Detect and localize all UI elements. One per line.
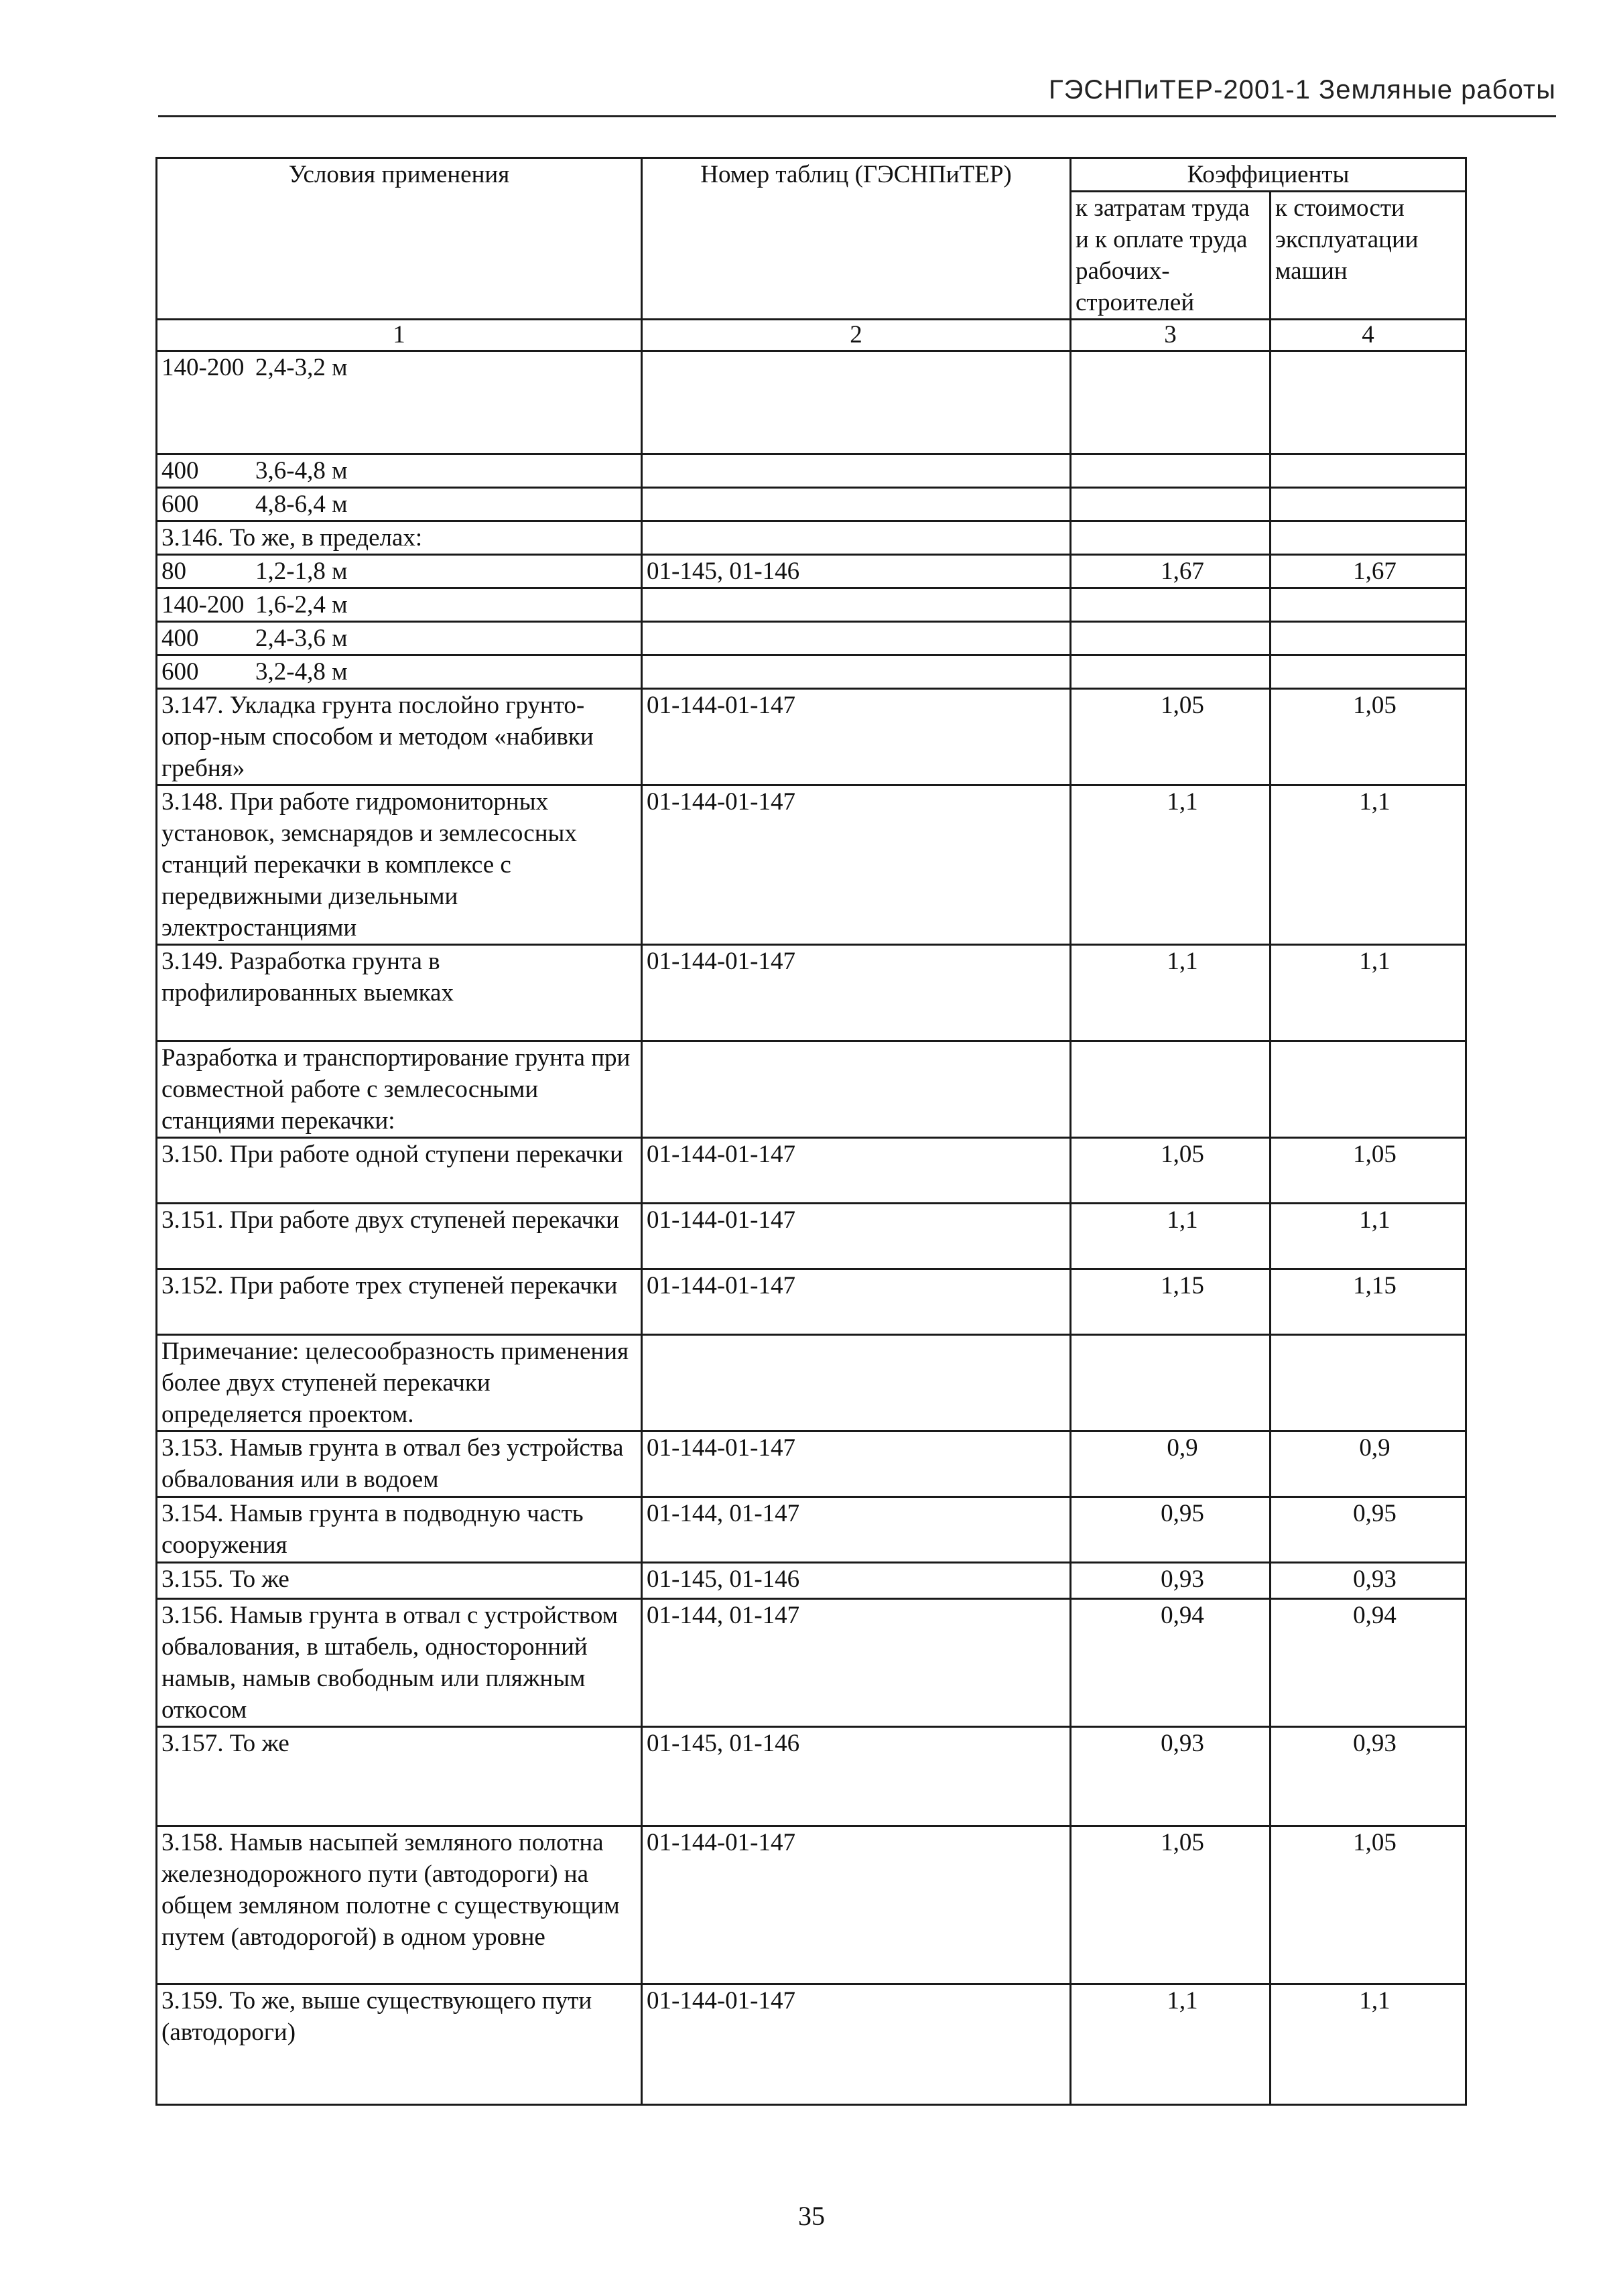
- table-numbers-cell: [642, 655, 1071, 689]
- header-machine-coefficient: к стоимости эксплуатации машин: [1271, 192, 1466, 320]
- header-labor-coefficient: к затратам труда и к оплате труда рабочих-строителей: [1071, 192, 1271, 320]
- condition-cell: [157, 351, 642, 454]
- table-numbers-cell: [642, 1041, 1071, 1138]
- labor-coefficient-cell: [1071, 588, 1271, 622]
- table-row: [157, 785, 1466, 945]
- machine-coefficient-value: 0,9: [1359, 1434, 1390, 1462]
- condition-cell: [157, 555, 642, 588]
- labor-coefficient-value: 1,05: [1161, 1141, 1204, 1168]
- table-numbers-cell: 01-144-01-147: [642, 945, 1071, 1041]
- labor-coefficient-cell: [1071, 1497, 1271, 1563]
- coefficients-table: [155, 157, 1467, 2106]
- machine-coefficient-cell: [1271, 1041, 1466, 1138]
- table-numbers-cell: [642, 351, 1071, 454]
- condition-range: 1,2-1,8 м: [255, 558, 348, 585]
- labor-coefficient-value: 1,1: [1167, 1987, 1198, 2015]
- table-numbers-cell: 01-144-01-147: [642, 785, 1071, 945]
- table-row: [157, 1826, 1466, 1984]
- machine-coefficient-cell: [1271, 785, 1466, 945]
- labor-coefficient-value: 1,05: [1161, 1829, 1204, 1856]
- column-number: 1: [157, 320, 642, 351]
- condition-code: 400: [161, 625, 199, 652]
- labor-coefficient-value: 0,93: [1161, 1566, 1204, 1593]
- labor-coefficient-cell: [1071, 1138, 1271, 1204]
- machine-coefficient-cell: [1271, 555, 1466, 588]
- machine-coefficient-cell: [1271, 1335, 1466, 1431]
- table-body: [157, 351, 1466, 2105]
- labor-coefficient-cell: [1071, 1563, 1271, 1599]
- table-numbers-cell: 01-144-01-147: [642, 689, 1071, 785]
- labor-coefficient-cell: [1071, 454, 1271, 488]
- table-row: [157, 521, 1466, 555]
- table-numbers-cell: 01-144-01-147: [642, 1826, 1071, 1984]
- machine-coefficient-value: 1,1: [1359, 788, 1390, 816]
- labor-coefficient-cell: [1071, 1335, 1271, 1431]
- machine-coefficient-value: 1,05: [1353, 1829, 1397, 1856]
- table-numbers-cell: [642, 454, 1071, 488]
- condition-cell: [157, 622, 642, 655]
- condition-cell: [157, 454, 642, 488]
- condition-cell: 3.152. При работе трех ступеней перекачки: [157, 1269, 642, 1335]
- condition-cell: 3.151. При работе двух ступеней перекачки: [157, 1204, 642, 1269]
- table-row: [157, 555, 1466, 588]
- labor-coefficient-value: 0,9: [1167, 1434, 1198, 1462]
- table-numbers-cell: [642, 1335, 1071, 1431]
- labor-coefficient-cell: [1071, 1204, 1271, 1269]
- condition-cell: Примечание: целесообразность применения более двух ступеней перекачки определяется проектом.: [157, 1335, 642, 1431]
- condition-code: 600: [161, 658, 199, 686]
- condition-cell: 3.159. То же, выше существующего пути (автодороги): [157, 1984, 642, 2105]
- column-number: 2: [642, 320, 1071, 351]
- condition-cell: 3.150. При работе одной ступени перекачки: [157, 1138, 642, 1204]
- machine-coefficient-value: 1,1: [1359, 1206, 1390, 1234]
- machine-coefficient-cell: [1271, 1204, 1466, 1269]
- table-row: [157, 655, 1466, 689]
- page-number: 35: [798, 2201, 825, 2231]
- table-row: [157, 488, 1466, 521]
- machine-coefficient-cell: [1271, 1826, 1466, 1984]
- table-row: [157, 454, 1466, 488]
- machine-coefficient-cell: [1271, 1984, 1466, 2105]
- table-numbers-cell: 01-144-01-147: [642, 1269, 1071, 1335]
- machine-coefficient-cell: [1271, 622, 1466, 655]
- condition-code: 400: [161, 457, 199, 485]
- header-rule: [158, 115, 1556, 117]
- machine-coefficient-cell: [1271, 454, 1466, 488]
- condition-cell: 3.157. То же: [157, 1727, 642, 1826]
- table-numbers-cell: 01-144-01-147: [642, 1138, 1071, 1204]
- labor-coefficient-cell: [1071, 555, 1271, 588]
- table-numbers-cell: [642, 521, 1071, 555]
- machine-coefficient-value: 1,1: [1359, 1987, 1390, 2015]
- condition-cell: 3.149. Разработка грунта в профилированных выемках: [157, 945, 642, 1041]
- table-row: [157, 1204, 1466, 1269]
- labor-coefficient-cell: [1071, 945, 1271, 1041]
- condition-cell: 3.153. Намыв грунта в отвал без устройства обвалования или в водоем: [157, 1431, 642, 1497]
- labor-coefficient-cell: [1071, 521, 1271, 555]
- condition-code: 600: [161, 491, 199, 518]
- machine-coefficient-cell: [1271, 1599, 1466, 1727]
- machine-coefficient-cell: [1271, 1269, 1466, 1335]
- machine-coefficient-cell: [1271, 1431, 1466, 1497]
- labor-coefficient-cell: [1071, 622, 1271, 655]
- machine-coefficient-value: 0,93: [1353, 1566, 1397, 1593]
- machine-coefficient-value: 1,05: [1353, 692, 1397, 719]
- table-row: [157, 622, 1466, 655]
- labor-coefficient-cell: [1071, 1431, 1271, 1497]
- condition-cell: 3.158. Намыв насыпей земляного полотна железнодорожного пути (автодороги) на общем земляном полотне с существующим путем (автодорогой) в одном уровне: [157, 1826, 642, 1984]
- table-numbers-cell: 01-144, 01-147: [642, 1599, 1071, 1727]
- table-numbers-cell: 01-145, 01-146: [642, 1563, 1071, 1599]
- condition-cell: [157, 588, 642, 622]
- table-row: [157, 588, 1466, 622]
- machine-coefficient-value: 0,93: [1353, 1730, 1397, 1757]
- header-table-numbers: Номер таблиц (ГЭСНПиТЕР): [642, 158, 1071, 320]
- table-numbers-cell: [642, 488, 1071, 521]
- machine-coefficient-cell: [1271, 351, 1466, 454]
- labor-coefficient-value: 1,67: [1161, 558, 1204, 585]
- machine-coefficient-cell: [1271, 1563, 1466, 1599]
- table-numbers-cell: [642, 622, 1071, 655]
- machine-coefficient-value: 1,67: [1353, 558, 1397, 585]
- table-numbers-cell: 01-144, 01-147: [642, 1497, 1071, 1563]
- table-row: [157, 1138, 1466, 1204]
- table-row: [157, 1563, 1466, 1599]
- table-row: [157, 689, 1466, 785]
- table-row: [157, 351, 1466, 454]
- condition-cell: [157, 655, 642, 689]
- condition-range: 4,8-6,4 м: [255, 491, 348, 518]
- labor-coefficient-cell: [1071, 1727, 1271, 1826]
- labor-coefficient-cell: [1071, 1041, 1271, 1138]
- condition-range: 2,4-3,2 м: [255, 354, 348, 381]
- labor-coefficient-value: 1,1: [1167, 1206, 1198, 1234]
- table-numbers-cell: 01-144-01-147: [642, 1431, 1071, 1497]
- column-number: 4: [1271, 320, 1466, 351]
- labor-coefficient-cell: [1071, 1269, 1271, 1335]
- machine-coefficient-cell: [1271, 689, 1466, 785]
- labor-coefficient-cell: [1071, 1599, 1271, 1727]
- labor-coefficient-value: 1,1: [1167, 948, 1198, 975]
- machine-coefficient-cell: [1271, 945, 1466, 1041]
- column-number: 3: [1071, 320, 1271, 351]
- table-row: [157, 1335, 1466, 1431]
- machine-coefficient-value: 0,95: [1353, 1500, 1397, 1527]
- condition-range: 1,6-2,4 м: [255, 591, 348, 619]
- table-row: [157, 1431, 1466, 1497]
- table-numbers-cell: [642, 588, 1071, 622]
- table-row: [157, 945, 1466, 1041]
- machine-coefficient-cell: [1271, 521, 1466, 555]
- table-numbers-cell: 01-145, 01-146: [642, 1727, 1071, 1826]
- condition-cell: [157, 488, 642, 521]
- table-numbers-cell: 01-145, 01-146: [642, 555, 1071, 588]
- condition-code: 80: [161, 558, 186, 585]
- condition-code: 140-200: [161, 354, 245, 381]
- running-title: ГЭСНПиТЕР-2001-1 Земляные работы: [1049, 75, 1556, 105]
- labor-coefficient-value: 0,93: [1161, 1730, 1204, 1757]
- condition-cell: 3.147. Укладка грунта послойно грунто-опор-ным способом и методом «набивки гребня»: [157, 689, 642, 785]
- machine-coefficient-value: 1,1: [1359, 948, 1390, 975]
- labor-coefficient-value: 0,94: [1161, 1602, 1204, 1629]
- table-row: [157, 1269, 1466, 1335]
- machine-coefficient-cell: [1271, 655, 1466, 689]
- header-coefficients: Коэффициенты: [1071, 158, 1466, 192]
- machine-coefficient-value: 1,05: [1353, 1141, 1397, 1168]
- condition-range: 3,6-4,8 м: [255, 457, 348, 485]
- machine-coefficient-cell: [1271, 1497, 1466, 1563]
- labor-coefficient-cell: [1071, 655, 1271, 689]
- labor-coefficient-cell: [1071, 488, 1271, 521]
- labor-coefficient-value: 1,05: [1161, 692, 1204, 719]
- labor-coefficient-cell: [1071, 689, 1271, 785]
- machine-coefficient-cell: [1271, 588, 1466, 622]
- labor-coefficient-cell: [1071, 785, 1271, 945]
- condition-cell: 3.155. То же: [157, 1563, 642, 1599]
- header-conditions: Условия применения: [157, 158, 642, 320]
- condition-cell: 3.146. То же, в пределах:: [157, 521, 642, 555]
- condition-cell: Разработка и транспортирование грунта при совместной работе с землесосными станциями перекачки:: [157, 1041, 642, 1138]
- table-row: [157, 1727, 1466, 1826]
- table-row: [157, 1984, 1466, 2105]
- labor-coefficient-cell: [1071, 1984, 1271, 2105]
- condition-cell: 3.154. Намыв грунта в подводную часть сооружения: [157, 1497, 642, 1563]
- machine-coefficient-cell: [1271, 1727, 1466, 1826]
- labor-coefficient-value: 1,1: [1167, 788, 1198, 816]
- labor-coefficient-cell: [1071, 351, 1271, 454]
- machine-coefficient-cell: [1271, 488, 1466, 521]
- condition-cell: 3.156. Намыв грунта в отвал с устройством обвалования, в штабель, односторонний намыв, намыв свободным или пляжным откосом: [157, 1599, 642, 1727]
- machine-coefficient-value: 1,15: [1353, 1272, 1397, 1299]
- table-row: [157, 1041, 1466, 1138]
- condition-cell: 3.148. При работе гидромониторных установок, земснарядов и землесосных станций перекачки в комплексе с передвижными дизельными электростанциями: [157, 785, 642, 945]
- machine-coefficient-value: 0,94: [1353, 1602, 1397, 1629]
- condition-range: 3,2-4,8 м: [255, 658, 348, 686]
- labor-coefficient-value: 0,95: [1161, 1500, 1204, 1527]
- condition-code: 140-200: [161, 591, 245, 619]
- table-row: [157, 1599, 1466, 1727]
- table-numbers-cell: 01-144-01-147: [642, 1204, 1071, 1269]
- labor-coefficient-cell: [1071, 1826, 1271, 1984]
- machine-coefficient-cell: [1271, 1138, 1466, 1204]
- table-numbers-cell: 01-144-01-147: [642, 1984, 1071, 2105]
- labor-coefficient-value: 1,15: [1161, 1272, 1204, 1299]
- table-row: [157, 1497, 1466, 1563]
- condition-range: 2,4-3,6 м: [255, 625, 348, 652]
